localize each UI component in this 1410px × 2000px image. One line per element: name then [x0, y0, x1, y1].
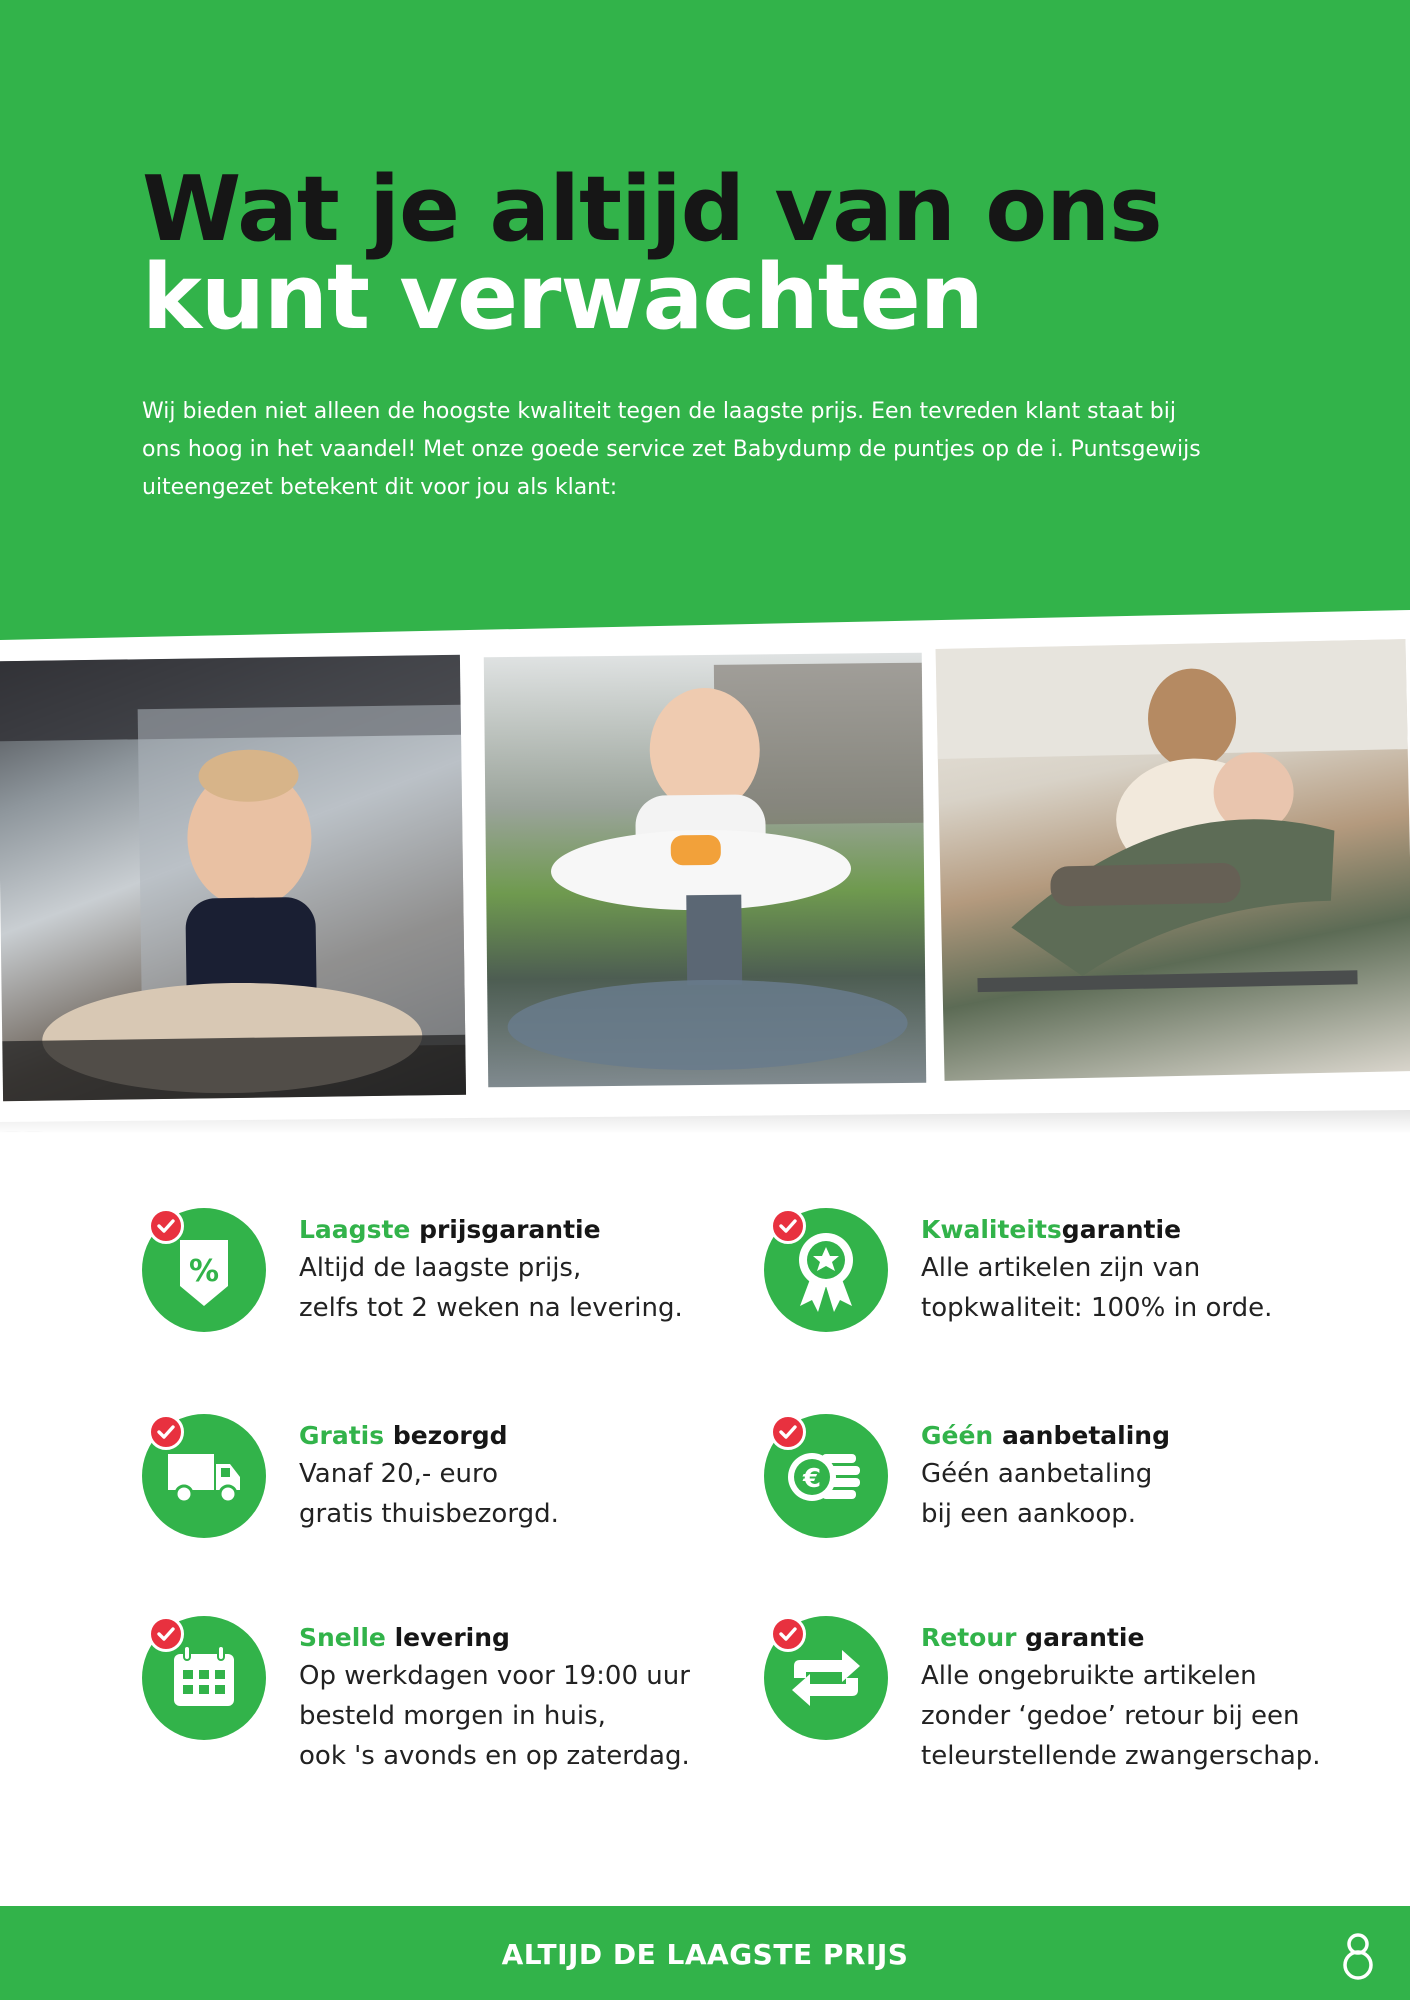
check-badge-icon	[770, 1414, 806, 1450]
feature-description: Altijd de laagste prijs, zelfs tot 2 weken na levering.	[299, 1253, 683, 1323]
feature-fast-delivery	[142, 1616, 702, 1771]
title-line-2: kunt verwachten	[142, 245, 983, 350]
check-badge-icon	[770, 1208, 806, 1244]
footer-bar	[0, 1906, 1410, 2000]
intro-paragraph: Wij bieden niet alleen de hoogste kwaliteit tegen de laagste prijs. Een tevreden klant staat bij ons hoog in het vaandel! Met onze goede service zet Babydump de puntjes op de i. Puntsgewijs uiteengezet betekent dit voor jou als klant:	[142, 399, 1201, 500]
feature-no-down-payment	[764, 1414, 1324, 1564]
feature-description: Op werkdagen voor 19:00 uur besteld morgen in huis, ook 's avonds en op zaterdag.	[299, 1661, 690, 1771]
feature-lowest-price	[142, 1208, 702, 1358]
feature-title: Retour garantie	[921, 1623, 1145, 1652]
svg-text:€: €	[802, 1464, 822, 1494]
check-badge-icon	[770, 1616, 806, 1652]
feature-title: Kwaliteitsgarantie	[921, 1215, 1182, 1244]
babydump-logo-icon	[1338, 1930, 1378, 1982]
check-badge-icon	[148, 1414, 184, 1450]
check-badge-icon	[148, 1616, 184, 1652]
baby-in-playpen-photo	[0, 655, 466, 1101]
feature-description: Alle artikelen zijn van topkwaliteit: 100% in orde.	[921, 1253, 1273, 1323]
feature-title: Snelle levering	[299, 1623, 510, 1652]
feature-free-delivery	[142, 1414, 702, 1564]
girl-kissing-baby-in-bouncer-photo	[936, 639, 1410, 1081]
feature-description: Vanaf 20,- euro gratis thuisbezorgd.	[299, 1459, 559, 1529]
baby-in-walker-photo	[484, 653, 926, 1088]
feature-description: Géén aanbetaling bij een aankoop.	[921, 1459, 1153, 1529]
svg-text:%: %	[188, 1254, 220, 1289]
feature-title: Géén aanbetaling	[921, 1421, 1170, 1450]
check-badge-icon	[148, 1208, 184, 1244]
feature-title: Laagste prijsgarantie	[299, 1215, 601, 1244]
footer-slogan: ALTIJD DE LAAGSTE PRIJS	[501, 1938, 909, 1971]
feature-quality-guarantee	[764, 1208, 1324, 1358]
title-line-1: Wat je altijd van ons	[142, 157, 1162, 262]
feature-return-guarantee	[764, 1616, 1324, 1771]
feature-title: Gratis bezorgd	[299, 1421, 508, 1450]
page-title	[142, 157, 1162, 350]
feature-description: Alle ongebruikte artikelen zonder ‘gedoe’ retour bij een teleurstellende zwangerschap.	[921, 1661, 1321, 1771]
